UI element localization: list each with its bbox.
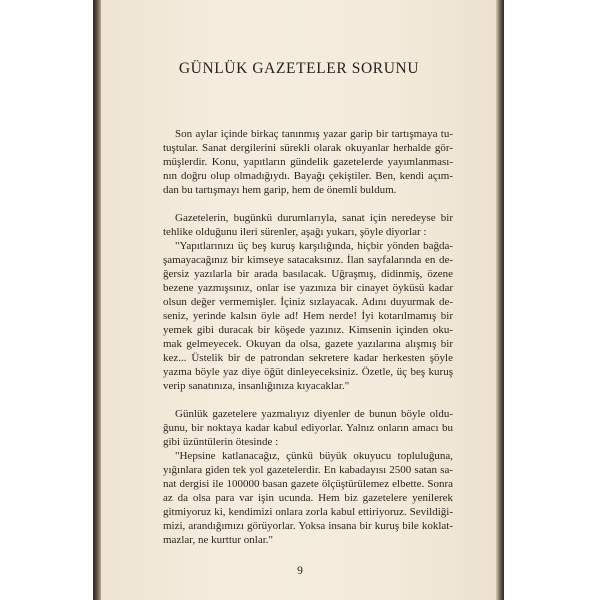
body-text [163,127,453,547]
text-line: Gazetelerin, bugünkü durumlarıyla, sanat için neredeyse bir [175,212,453,224]
text-line: müşlerdir. Konu, yapıtların gündelik gazetelerde yayımlanması- [163,156,453,168]
quote-line: mizi, arandığımızı görüyorlar. Yoksa insana bir kuruş bile koklat- [163,520,453,532]
paragraph-gap [163,197,453,211]
quote-line: seniz, yerinde kalsın öyle ad! Hem nerde! İyi kotarılmamış bir [163,310,453,322]
quote-line: kez... Üstelik bir de patrondan sekretere kadar herkesten şöyle [163,352,453,364]
text-line: tehlike olduğunu ileri sürenler, aşağı yukarı, şöyle diyorlar : [163,226,427,238]
page-edge-shadow [496,0,504,600]
quote-line: mak gelmeyecek. Okuyan da olsa, gazete yazılarına alışmış bir [163,338,453,350]
quote-line: "Hepsine katlanacağız, çünkü büyük okuyucu topluluğuna, [175,450,453,462]
quote-line: olsun değer vermemişler. İçiniz sızlayacak. Adını duyurmak de- [163,296,453,308]
quote-line: ğersiz yazılarla bir arada basılacak. Uğraşmış, didinmiş, özene [163,268,453,280]
quote-line: az da olsa para var işin ucunda. Hem biz gazetelere yenilerek [163,492,453,504]
quote-line: yığınlara giden tek yol gazetelerdir. En kabadayısı 2500 satan sa- [163,464,453,476]
text-line: tuştular. Sanat dergilerini sürekli olarak okuyanlar herhalde gör- [163,142,453,154]
quote-line: yazma böyle yaz diye öğüt dinleyeceksiniz. Özetle, üç beş kuruş [163,366,453,378]
page-number: 9 [297,565,303,577]
text-line: Günlük gazetelere yazmalıyız diyenler de bunun böyle oldu- [175,408,453,420]
quote-line: mazlar, ne kurttur onlar." [163,534,274,546]
text-line: ğunu, bir noktaya kadar kabul ediyorlar. Yalnız onların amacı bu [163,422,453,434]
quote-line: "Yapıtlarınızı üç beş kuruş karşılığında, hiçbir yönden bağda- [175,240,453,252]
quote-line: yemek gibi duracak bir köşede yazınız. Kimsenin içinden oku- [163,324,453,336]
text-line: gibi üzüntülerin ötesinde : [163,436,279,448]
quote-line: verip sanatınıza, insanlığınıza kıyacaklar." [163,380,350,392]
quote-line: gitmiyoruz ki, kendimizi onlara zorla kabul ettiriyoruz. Sevildiği- [163,506,453,518]
text-line: Son aylar içinde birkaç tanınmış yazar garip bir tartışmaya tu- [175,128,453,140]
text-line: dan bu tartışmayı hem garip, hem de önemli buldum. [163,184,397,196]
page-title: GÜNLÜK GAZETELER SORUNU [178,60,420,77]
quote-line: nat dergisi ile 100000 basan gazete ölçüştürülemez elbette. Sonra [163,478,453,490]
quote-line: bezene yazmışsınız, onlar ise yazınıza bir cinayet öyküsü kadar [163,282,453,294]
quote-line: şamayacağınız bir kimseye satacaksınız. İlan sayfalarında en de- [163,254,453,266]
text-line: nın doğru olup olmadığıydı. Bayağı çekiştiler. Ben, kendi açım- [163,170,453,182]
paragraph-gap [163,393,453,407]
